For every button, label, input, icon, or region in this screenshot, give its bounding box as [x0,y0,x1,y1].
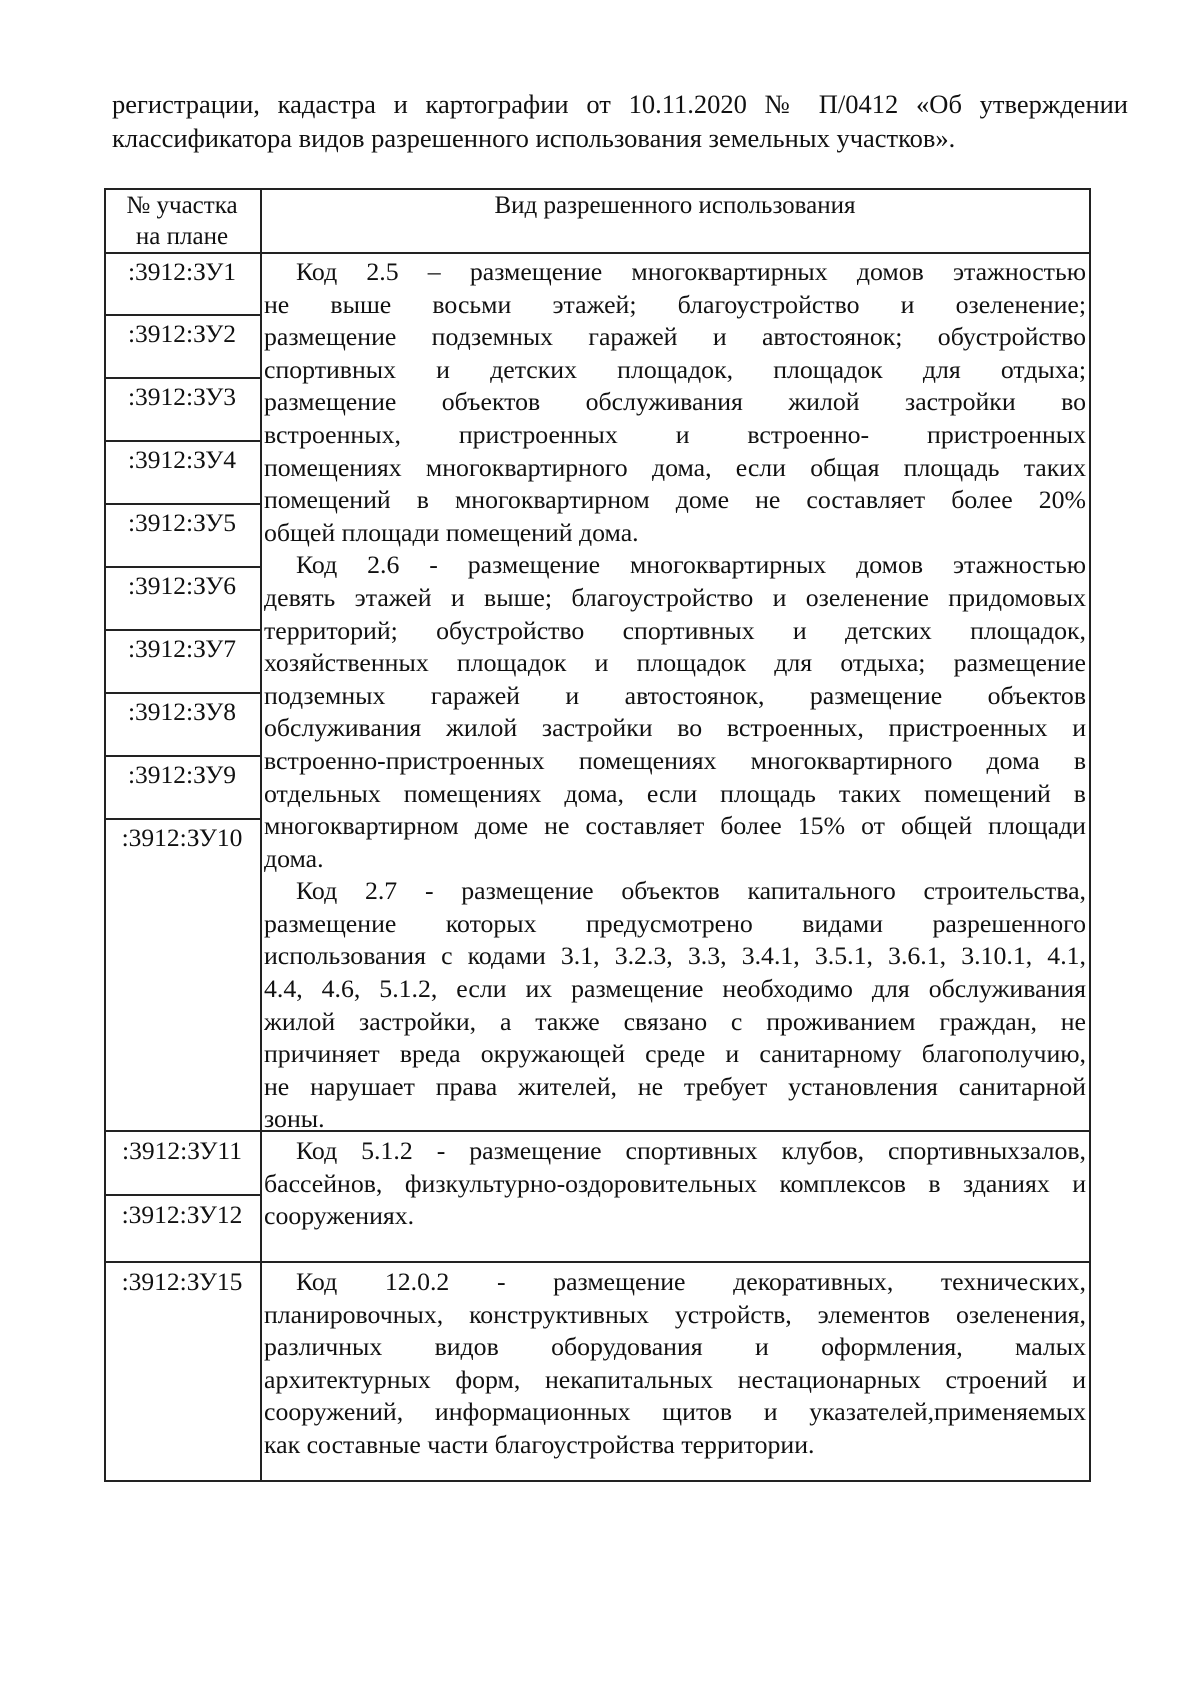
column-divider [260,188,262,1482]
description-line: сооружений, информационных щитов и указателей,применяемых [264,1397,1086,1427]
description-line: территорий; обустройство спортивных и детских площадок, [264,615,1086,645]
description-line: причиняет вреда окружающей среде и санитарному благополучию, [264,1039,1086,1069]
plot-number: :3912:ЗУ15 [121,1267,243,1296]
row-divider [104,314,261,316]
description-line: сооружениях. [264,1201,415,1231]
description-line: жилой застройки, а также связано с проживанием граждан, не [264,1006,1086,1036]
description-line: зоны. [264,1104,325,1134]
description-line: помещений в многоквартирном доме не составляет более 20% [264,485,1086,515]
description-line: как составные части благоустройства территории. [264,1429,815,1459]
header-land-use-type-text: Вид разрешенного использования [494,192,856,219]
header-plot-number-line1: № участка [126,192,238,219]
row-divider [104,629,261,631]
row-divider [104,1194,261,1196]
description-line: Код 2.6 - размещение многоквартирных домов этажностью [296,550,1086,580]
description-line: Код 5.1.2 - размещение спортивных клубов, спортивныхзалов, [296,1136,1086,1165]
description-line: спортивных и детских площадок, площадок для отдыха; [264,354,1086,384]
row-divider [104,440,261,442]
description-line: не выше восьми этажей; благоустройство и озеленение; [264,289,1086,319]
land-use-description-landscaping [264,1266,1086,1462]
plot-number: :3912:ЗУ10 [121,823,243,852]
row-divider [104,377,261,379]
table-border-bottom [104,1480,1091,1482]
description-line: планировочных, конструктивных устройств, элементов озеленения, [264,1299,1086,1329]
description-line: бассейнов, физкультурно-оздоровительных комплексов в зданиях и [264,1168,1086,1198]
intro-line: классификатора видов разрешенного использования земельных участков». [112,123,956,153]
plot-number: :3912:ЗУ6 [127,571,237,600]
plot-number: :3912:ЗУ4 [127,445,237,474]
description-line: не нарушает права жителей, не требует установления санитарной [264,1071,1086,1101]
row-divider [104,566,261,568]
plot-number: :3912:ЗУ11 [122,1136,242,1165]
description-line: архитектурных форм, некапитальных нестационарных строений и [264,1364,1086,1394]
table-border-right [1089,188,1091,1482]
plot-number: :3912:ЗУ1 [127,257,237,286]
description-line: размещение которых предусмотрено видами разрешенного [264,908,1086,938]
description-line: Код 12.0.2 - размещение декоративных, технических, [296,1267,1086,1296]
description-line: Код 2.7 - размещение объектов капитального строительства, [296,876,1086,906]
plot-number: :3912:ЗУ8 [127,697,237,726]
row-divider [104,503,261,505]
land-use-description-residential [264,256,1086,1136]
description-line: встроенных, пристроенных и встроенно- пристроенных [264,419,1086,449]
land-use-table [104,188,1091,1482]
header-divider [104,252,1091,254]
description-line: Код 2.5 – размещение многоквартирных домов этажностью [296,257,1086,286]
row-divider [104,818,261,820]
description-line: размещение объектов обслуживания жилой застройки во [264,387,1086,417]
intro-line: регистрации, кадастра и картографии от 10.11.2020 № П/0412 «Об утверждении [112,89,1128,119]
description-line: размещение подземных гаражей и автостоянок; обустройство [264,322,1086,352]
intro-paragraph [112,87,1128,155]
header-plot-number [104,190,260,252]
plot-number: :3912:ЗУ2 [127,319,237,348]
group-divider [104,1261,1091,1263]
description-line: обслуживания жилой застройки во встроенных, пристроенных и [264,713,1086,743]
description-line: различных видов оборудования и оформления, малых [264,1332,1086,1362]
description-line: 4.4, 4.6, 5.1.2, если их размещение необходимо для обслуживания [264,974,1086,1004]
row-divider [104,692,261,694]
description-line: дома. [264,843,324,873]
description-line: многоквартирном доме не составляет более 15% от общей площади [264,811,1086,841]
description-line: девять этажей и выше; благоустройство и озеленение придомовых [264,582,1086,612]
row-divider [104,755,261,757]
plot-number: :3912:ЗУ12 [121,1200,243,1229]
header-plot-number-line2: на плане [135,223,229,250]
plot-number: :3912:ЗУ7 [127,634,237,663]
description-line: встроенно-пристроенных помещениях многоквартирного дома в [264,745,1086,775]
description-line: общей площади помещений дома. [264,517,639,547]
description-line: помещениях многоквартирного дома, если общая площадь таких [264,452,1086,482]
land-use-description-sports [264,1135,1086,1233]
description-line: использования с кодами 3.1, 3.2.3, 3.3, 3.4.1, 3.5.1, 3.6.1, 3.10.1, 4.1, [264,941,1086,971]
plot-number: :3912:ЗУ3 [127,382,237,411]
plot-number: :3912:ЗУ5 [127,508,237,537]
description-line: отдельных помещениях дома, если площадь таких помещений в [264,778,1086,808]
plot-number: :3912:ЗУ9 [127,760,237,789]
header-land-use-type [261,190,1089,221]
description-line: подземных гаражей и автостоянок, размещение объектов [264,680,1086,710]
description-line: хозяйственных площадок и площадок для отдыха; размещение [264,648,1086,678]
